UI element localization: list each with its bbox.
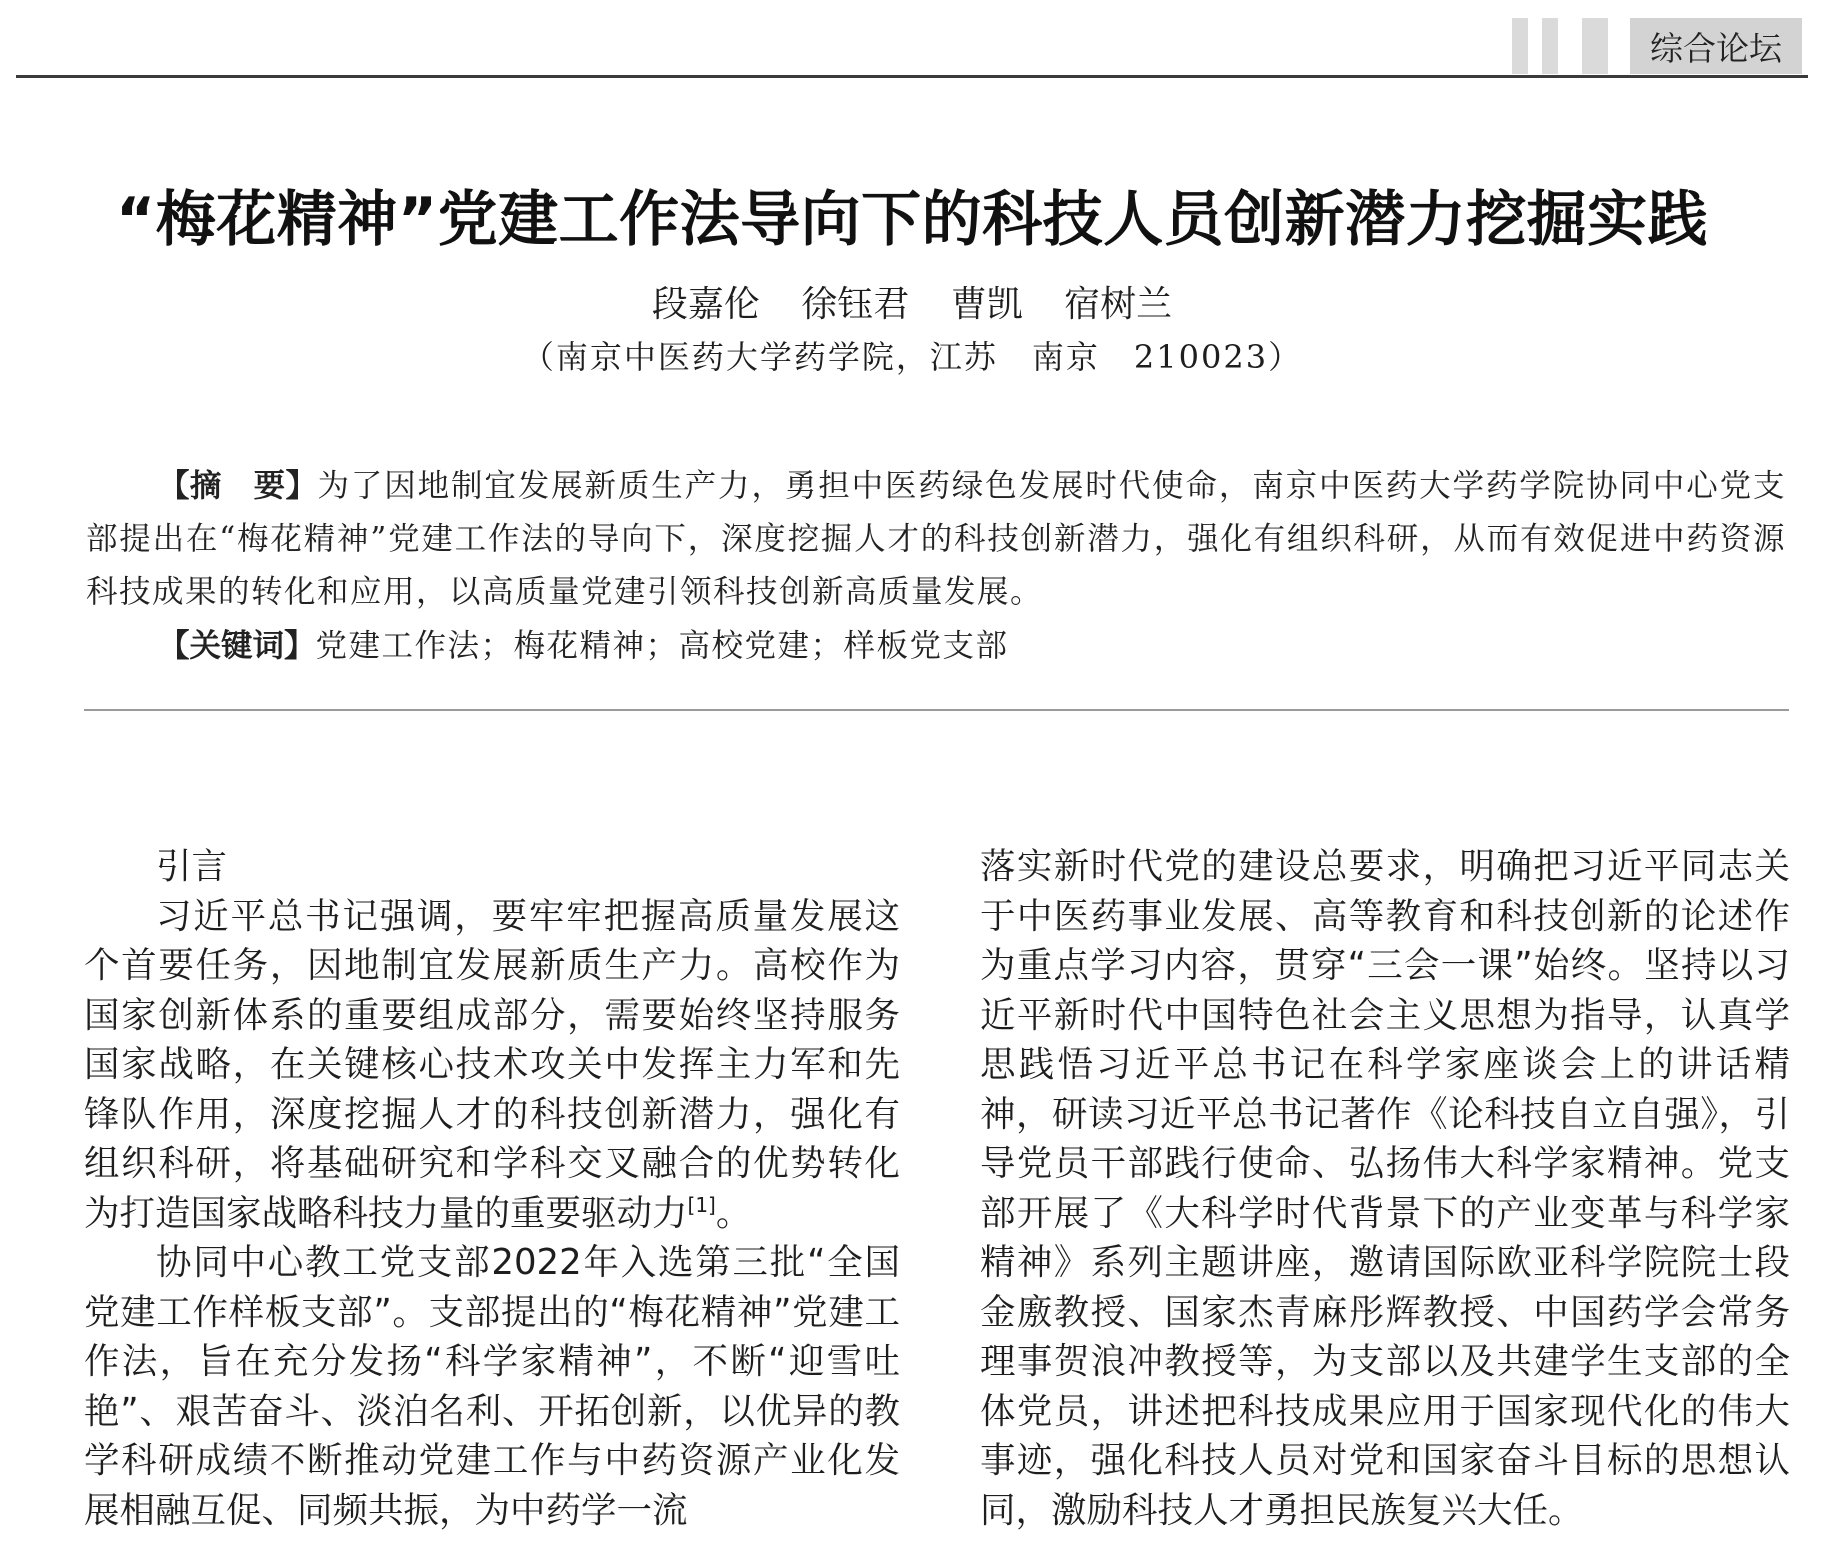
section-tag xyxy=(1512,18,1802,74)
paragraph-end: 。 xyxy=(715,1192,752,1234)
body-column-left xyxy=(84,842,900,1535)
abstract-label: 【摘 要】 xyxy=(158,468,318,504)
paragraph-text: 习近平总书记强调，要牢牢把握高质量发展这个首要任务，因地制宜发展新质生产力。高校作为国家创新体系的重要组成部分，需要始终坚持服务国家战略，在关键核心技术攻关中发挥主力军和先锋队作用，深度挖掘人才的科技创新潜力，强化有组织科研，将基础研究和学科交叉融合的优势转化为打造国家战略科技力量的重要驱动力 xyxy=(84,895,900,1234)
intro-heading: 引言 xyxy=(156,846,228,887)
paragraph: 协同中心教工党支部2022年入选第三批“全国党建工作样板支部”。支部提出的“梅花精神”党建工作法，旨在充分发扬“科学家精神”，不断“迎雪吐艳”、艰苦奋斗、淡泊名利、开拓创新，以优异的教学科研成绩不断推动党建工作与中药资源产业化发展相融互促、同频共振，为中药学一流 xyxy=(84,1242,900,1531)
paragraph xyxy=(84,892,900,1239)
decorative-bar xyxy=(1542,18,1558,74)
body-column-right xyxy=(980,842,1790,1535)
keywords-label: 【关键词】 xyxy=(158,628,316,664)
abstract xyxy=(86,460,1786,619)
decorative-bar xyxy=(1582,18,1608,74)
header-rule xyxy=(16,75,1808,78)
abstract-text: 为了因地制宜发展新质生产力，勇担中医药绿色发展时代使命，南京中医药大学药学院协同中心党支部提出在“梅花精神”党建工作法的导向下，深度挖掘人才的科技创新潜力，强化有组织科研，从而有效促进中药资源科技成果的转化和应用，以高质量党建引领科技创新高质量发展。 xyxy=(86,468,1786,610)
decorative-bar xyxy=(1512,18,1528,74)
keywords xyxy=(158,620,1758,673)
paragraph: 落实新时代党的建设总要求，明确把习近平同志关于中医药事业发展、高等教育和科技创新的论述作为重点学习内容，贯穿“三会一课”始终。坚持以习近平新时代中国特色社会主义思想为指导，认真学思践悟习近平总书记在科学家座谈会上的讲话精神，研读习近平总书记著作《论科技自立自强》，引导党员干部践行使命、弘扬伟大科学家精神。党支部开展了《大科学时代背景下的产业变革与科学家精神》系列主题讲座，邀请国际欧亚科学院院士段金廒教授、国家杰青麻彤辉教授、中国药学会常务理事贺浪冲教授等，为支部以及共建学生支部的全体党员，讲述把科技成果应用于国家现代化的伟大事迹，强化科技人员对党和国家奋斗目标的思想认同，激励科技人才勇担民族复兴大任。 xyxy=(980,846,1790,1531)
section-label: 综合论坛 xyxy=(1630,18,1802,74)
article-title: “梅花精神”党建工作法导向下的科技人员创新潜力挖掘实践 xyxy=(115,185,1709,255)
article-authors: 段嘉伦 徐钰君 曹凯 宿树兰 xyxy=(651,284,1173,325)
reference-mark: [1] xyxy=(687,1192,716,1217)
section-divider xyxy=(84,709,1789,711)
keywords-text: 党建工作法；梅花精神；高校党建；样板党支部 xyxy=(315,628,1009,664)
article-affiliation: （南京中医药大学药学院，江苏 南京 210023） xyxy=(521,338,1303,376)
